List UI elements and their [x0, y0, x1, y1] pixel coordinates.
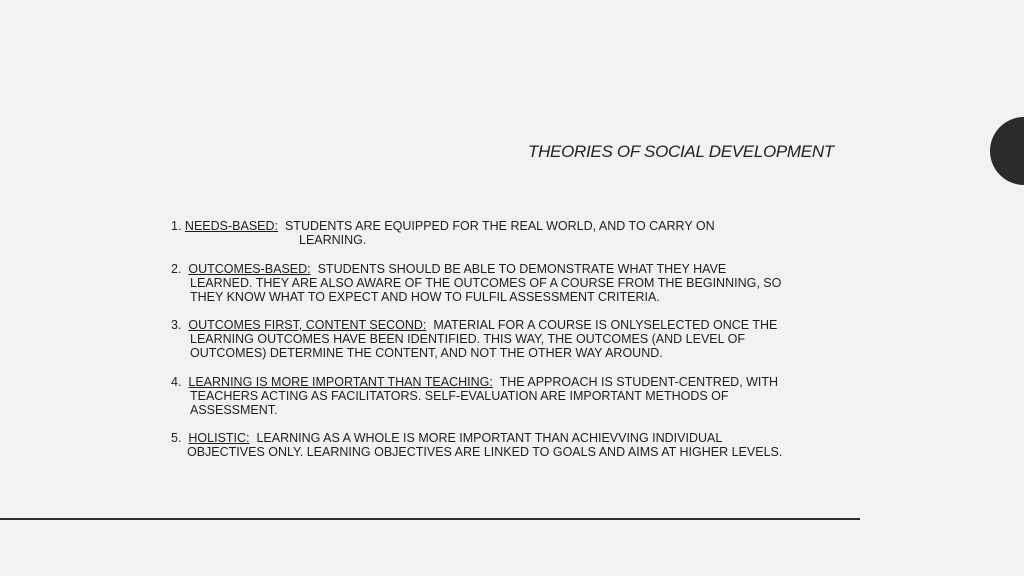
list-item-holistic [171, 431, 782, 459]
item-text-line: LEARNING OUTCOMES HAVE BEEN IDENTIFIED. THIS WAY, THE OUTCOMES (AND LEVEL OF [190, 332, 745, 347]
list-item-outcomes-based [171, 262, 781, 305]
item-text-line: LEARNED. THEY ARE ALSO AWARE OF THE OUTCOMES OF A COURSE FROM THE BEGINNING, SO [190, 276, 782, 291]
item-text-line: TEACHERS ACTING AS FACILITATORS. SELF-EVALUATION ARE IMPORTANT METHODS OF [190, 389, 729, 404]
item-text-line: LEARNING. [299, 233, 367, 248]
item-text-line: OBJECTIVES ONLY. LEARNING OBJECTIVES ARE LINKED TO GOALS AND AIMS AT HIGHER LEVELS. [187, 445, 783, 460]
item-text-line: MATERIAL FOR A COURSE IS ONLYSELECTED ONCE THE [433, 318, 778, 332]
list-item-needs-based [171, 219, 715, 247]
item-text-line: OUTCOMES) DETERMINE THE CONTENT, AND NOT THE OTHER WAY AROUND. [190, 346, 663, 361]
item-number: 2. [171, 262, 182, 276]
slide-title: THEORIES OF SOCIAL DEVELOPMENT [528, 142, 834, 161]
item-number: 3. [171, 318, 182, 332]
item-term: NEEDS-BASED: [184, 219, 279, 233]
item-text-line: STUDENTS ARE EQUIPPED FOR THE REAL WORLD, AND TO CARRY ON [284, 219, 715, 233]
item-text-line: LEARNING AS A WHOLE IS MORE IMPORTANT THAN ACHIEVVING INDIVIDUAL [256, 431, 723, 445]
item-number: 5. [171, 431, 182, 445]
decorative-circle [990, 117, 1024, 185]
bottom-divider [0, 518, 860, 520]
item-text-line: THEY KNOW WHAT TO EXPECT AND HOW TO FULFIL ASSESSMENT CRITERIA. [190, 290, 660, 305]
item-number: 1. [171, 219, 182, 233]
item-number: 4. [171, 375, 182, 389]
item-text-line: STUDENTS SHOULD BE ABLE TO DEMONSTRATE WHAT THEY HAVE [317, 262, 727, 276]
item-term: LEARNING IS MORE IMPORTANT THAN TEACHING: [188, 375, 493, 389]
item-text-line: ASSESSMENT. [190, 403, 278, 418]
list-item-learning-over-teaching [171, 375, 778, 418]
item-term: OUTCOMES-BASED: [188, 262, 311, 276]
item-text-line: THE APPROACH IS STUDENT-CENTRED, WITH [499, 375, 779, 389]
list-item-outcomes-first [171, 318, 777, 361]
item-term: HOLISTIC: [188, 431, 250, 445]
item-term: OUTCOMES FIRST, CONTENT SECOND: [188, 318, 427, 332]
